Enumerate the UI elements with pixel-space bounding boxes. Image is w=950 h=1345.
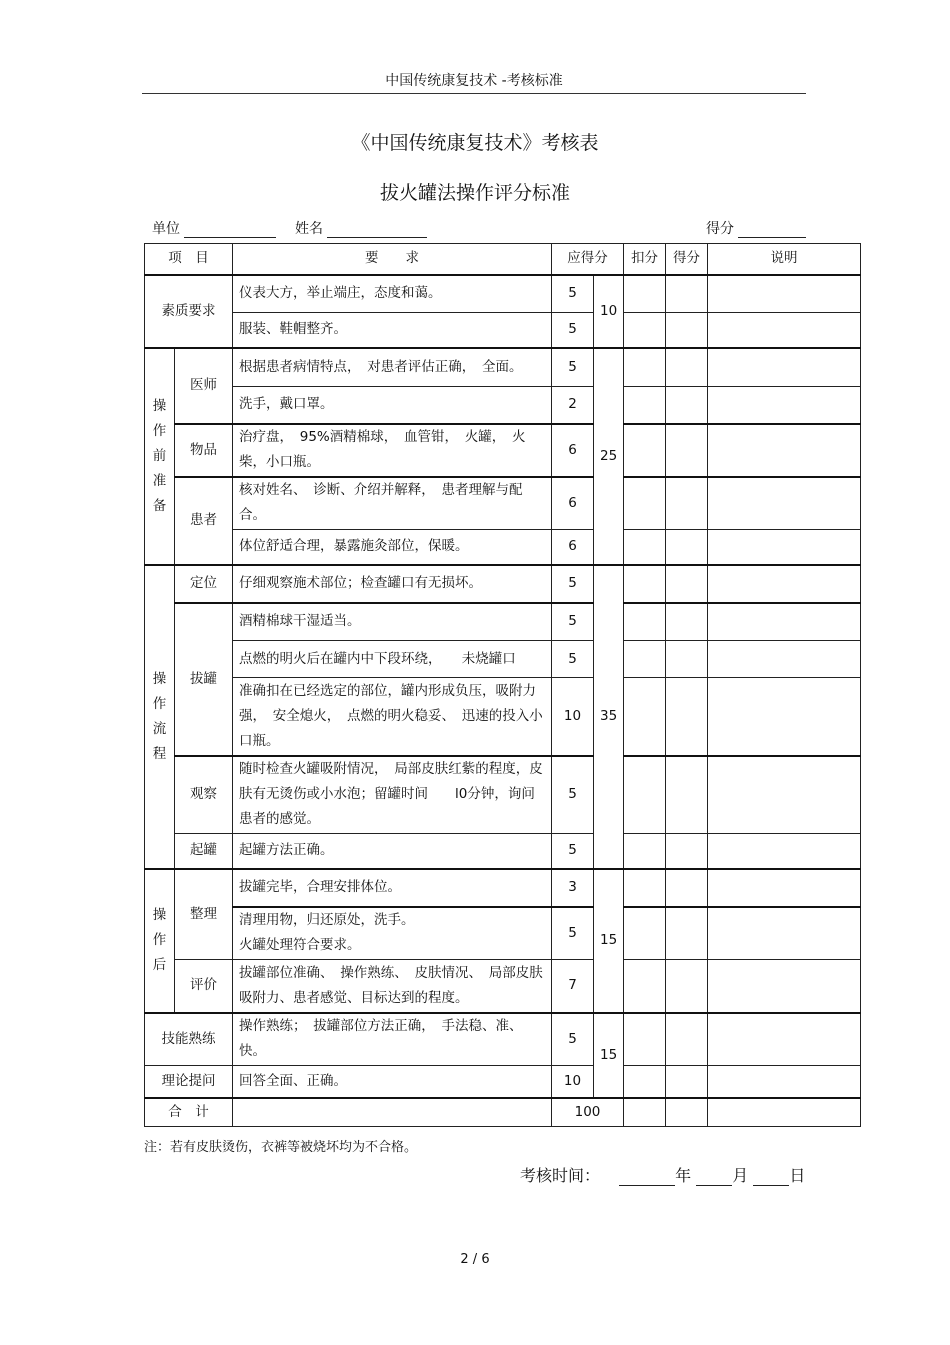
name-label: 姓名 (295, 221, 323, 237)
score-cell: 5 (552, 756, 594, 834)
note-cell (708, 1013, 861, 1066)
note-cell (708, 424, 861, 477)
score-blank (738, 223, 806, 238)
sub-locate: 定位 (175, 565, 233, 603)
deduct-cell (624, 275, 666, 313)
sub-observe: 观察 (175, 756, 233, 834)
got-cell (666, 477, 708, 530)
score-cell: 6 (552, 477, 594, 530)
deduct-cell (624, 603, 666, 641)
got-cell (666, 603, 708, 641)
deduct-cell (624, 565, 666, 603)
name-field (295, 218, 427, 238)
section-after-label: 操作后 (152, 907, 167, 973)
requirement-cell: 点燃的明火后在罐内中下段环绕， 未烧罐口 (233, 641, 552, 678)
got-cell (666, 960, 708, 1013)
section-quality: 素质要求 (145, 275, 233, 348)
note-cell (708, 603, 861, 641)
table-row (145, 678, 861, 756)
score-cell: 5 (552, 641, 594, 678)
got-cell (666, 834, 708, 869)
score-cell: 5 (552, 1013, 594, 1066)
col-item: 项 目 (145, 244, 233, 275)
table-row (145, 424, 861, 477)
sub-evaluate: 评价 (175, 960, 233, 1013)
got-cell (666, 756, 708, 834)
section-after (145, 869, 175, 1013)
requirement-cell: 酒精棉球干湿适当。 (233, 603, 552, 641)
note-cell (708, 834, 861, 869)
deduct-cell (624, 1013, 666, 1066)
table-row (145, 477, 861, 530)
deduct-cell (624, 530, 666, 565)
year-label: 年 (675, 1166, 692, 1185)
score-cell: 5 (552, 603, 594, 641)
requirement-cell: 操作熟练； 拔罐部位方法正确， 手法稳、准、快。 (233, 1013, 552, 1066)
note-cell (708, 678, 861, 756)
note-cell (708, 477, 861, 530)
table-row (145, 756, 861, 834)
day-blank (753, 1171, 789, 1186)
requirement-cell: 拔罐完毕，合理安排体位。 (233, 869, 552, 907)
got-cell (666, 565, 708, 603)
score-cell: 3 (552, 869, 594, 907)
section-flow-label: 操作流程 (152, 670, 167, 762)
table-row (145, 530, 861, 565)
score-cell: 5 (552, 565, 594, 603)
deduct-cell (624, 678, 666, 756)
deduct-cell (624, 907, 666, 960)
score-cell: 2 (552, 387, 594, 424)
table-row (145, 348, 861, 387)
deduct-cell (624, 869, 666, 907)
table-row (145, 275, 861, 313)
note-cell (708, 756, 861, 834)
got-cell (666, 275, 708, 313)
sub-lift: 起罐 (175, 834, 233, 869)
total-requirement-cell (233, 1098, 552, 1127)
table-row (145, 869, 861, 907)
score-table (144, 243, 861, 1127)
deduct-cell (624, 424, 666, 477)
score-cell: 5 (552, 834, 594, 869)
col-got: 得分 (666, 244, 708, 275)
note-cell (708, 1066, 861, 1098)
subtotal-prep: 25 (594, 348, 624, 565)
deduct-cell (624, 477, 666, 530)
table-row (145, 603, 861, 641)
total-row (145, 1098, 861, 1127)
sub-tidy: 整理 (175, 869, 233, 960)
deduct-cell (624, 348, 666, 387)
score-cell: 5 (552, 348, 594, 387)
note-cell (708, 907, 861, 960)
got-cell (666, 641, 708, 678)
got-cell (666, 387, 708, 424)
col-note: 说明 (708, 244, 861, 275)
score-cell: 10 (552, 678, 594, 756)
note-cell (708, 313, 861, 348)
got-cell (666, 348, 708, 387)
col-due-score: 应得分 (552, 244, 624, 275)
deduct-cell (624, 641, 666, 678)
name-blank (327, 223, 427, 238)
month-label: 月 (732, 1166, 749, 1185)
header-rule (142, 93, 806, 94)
deduct-cell (624, 387, 666, 424)
requirement-cell: 随时检查火罐吸附情况， 局部皮肤红紫的程度，皮肤有无烫伤或小水泡；留罐时间 l0分钟，询问患者的感觉。 (233, 756, 552, 834)
page-number: 2 / 6 (460, 1252, 490, 1267)
note-cell (708, 565, 861, 603)
table-row (145, 313, 861, 348)
section-flow (145, 565, 175, 869)
sub-doctor: 医师 (175, 348, 233, 424)
score-cell: 5 (552, 313, 594, 348)
subtotal-quality: 10 (594, 275, 624, 348)
score-cell: 5 (552, 907, 594, 960)
got-cell (666, 530, 708, 565)
requirement-cell: 回答全面、正确。 (233, 1066, 552, 1098)
deduct-cell (624, 756, 666, 834)
score-cell: 6 (552, 424, 594, 477)
note-cell (708, 960, 861, 1013)
requirement-cell: 仔细观察施术部位；检查罐口有无损坏。 (233, 565, 552, 603)
deduct-cell (624, 1066, 666, 1098)
day-label: 日 (789, 1166, 806, 1185)
score-cell: 7 (552, 960, 594, 1013)
table-row (145, 1013, 861, 1066)
footnote: 注：若有皮肤烫伤，衣裤等被烧坏均为不合格。 (144, 1140, 418, 1155)
total-score: 100 (552, 1098, 624, 1127)
unit-blank (184, 223, 276, 238)
sub-patient: 患者 (175, 477, 233, 565)
requirement-cell: 拔罐部位准确、 操作熟练、 皮肤情况、 局部皮肤吸附力、患者感觉、目标达到的程度。 (233, 960, 552, 1013)
requirement-cell: 体位舒适合理，暴露施灸部位，保暖。 (233, 530, 552, 565)
exam-time-label: 考核时间： (520, 1166, 601, 1185)
requirement-cell: 服装、鞋帽整齐。 (233, 313, 552, 348)
note-cell (708, 641, 861, 678)
subtotal-skill: 15 (594, 1013, 624, 1098)
deduct-cell (624, 313, 666, 348)
note-cell (708, 1098, 861, 1127)
table-row (145, 565, 861, 603)
unit-field (152, 218, 276, 238)
requirement-cell: 仪表大方，举止端庄，态度和蔼。 (233, 275, 552, 313)
year-blank (619, 1171, 675, 1186)
section-skill: 技能熟练 (145, 1013, 233, 1066)
got-cell (666, 907, 708, 960)
sub-cup: 拔罐 (175, 603, 233, 756)
sub-goods: 物品 (175, 424, 233, 477)
table-row (145, 1066, 861, 1098)
score-cell: 10 (552, 1066, 594, 1098)
col-requirement: 要 求 (233, 244, 552, 275)
table-row (145, 834, 861, 869)
requirement-cell: 根据患者病情特点， 对患者评估正确， 全面。 (233, 348, 552, 387)
exam-time (520, 1163, 805, 1186)
requirement-cell: 洗手，戴口罩。 (233, 387, 552, 424)
col-deduct: 扣分 (624, 244, 666, 275)
requirement-cell: 准确扣在已经选定的部位，罐内形成负压，吸附力强， 安全熄火， 点燃的明火稳妥、 迅速的投入小口瓶。 (233, 678, 552, 756)
unit-label: 单位 (152, 221, 180, 237)
note-cell (708, 275, 861, 313)
table-row (145, 641, 861, 678)
deduct-cell (624, 1098, 666, 1127)
score-field (706, 218, 806, 238)
note-cell (708, 869, 861, 907)
score-cell: 5 (552, 275, 594, 313)
table-row (145, 387, 861, 424)
got-cell (666, 313, 708, 348)
got-cell (666, 1066, 708, 1098)
table-row (145, 960, 861, 1013)
subtotal-after: 15 (594, 869, 624, 1013)
section-theory: 理论提问 (145, 1066, 233, 1098)
score-label: 得分 (706, 221, 734, 237)
section-prep (145, 348, 175, 565)
requirement-cell: 治疗盘， 95%酒精棉球， 血管钳， 火罐， 火柴，小口瓶。 (233, 424, 552, 477)
requirement-cell: 清理用物，归还原处，洗手。 火罐处理符合要求。 (233, 907, 552, 960)
table-header-row (145, 244, 861, 275)
got-cell (666, 1098, 708, 1127)
document-subtitle: 拔火罐法操作评分标准 (379, 182, 570, 204)
document-title: 《中国传统康复技术》考核表 (351, 132, 599, 154)
got-cell (666, 1013, 708, 1066)
got-cell (666, 678, 708, 756)
deduct-cell (624, 960, 666, 1013)
requirement-cell: 起罐方法正确。 (233, 834, 552, 869)
month-blank (696, 1171, 732, 1186)
score-cell: 6 (552, 530, 594, 565)
note-cell (708, 530, 861, 565)
section-prep-label: 操作前准备 (152, 397, 167, 514)
note-cell (708, 348, 861, 387)
table-row (145, 907, 861, 960)
note-cell (708, 387, 861, 424)
subtotal-flow: 35 (594, 565, 624, 869)
deduct-cell (624, 834, 666, 869)
got-cell (666, 869, 708, 907)
requirement-cell: 核对姓名、 诊断、介绍并解释， 患者理解与配合。 (233, 477, 552, 530)
total-label: 合 计 (145, 1098, 233, 1127)
got-cell (666, 424, 708, 477)
page-header: 中国传统康复技术 -考核标准 (385, 73, 563, 89)
